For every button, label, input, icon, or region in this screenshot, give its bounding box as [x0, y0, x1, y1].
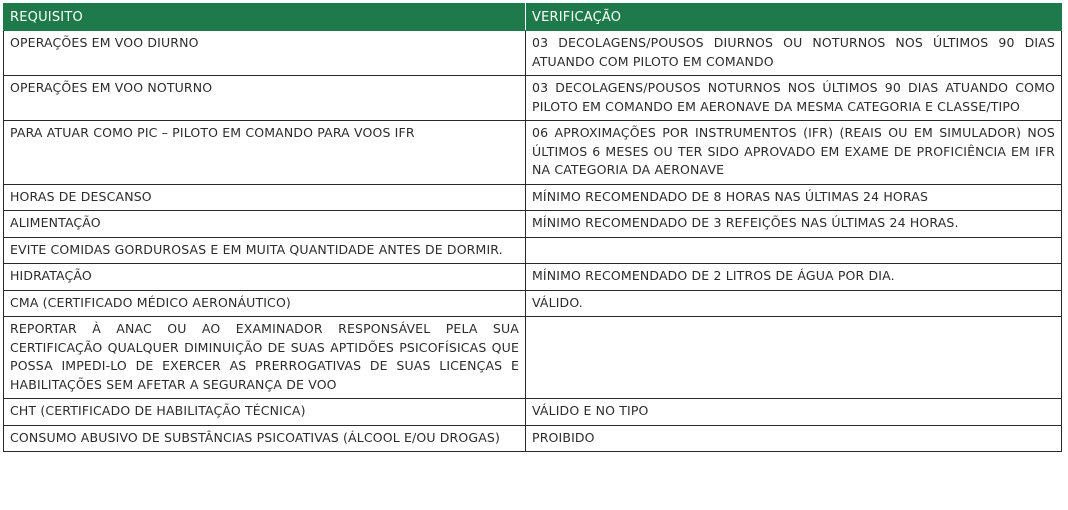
table-row — [4, 290, 1062, 317]
table-row — [4, 237, 1062, 264]
cell-verificacao: 03 DECOLAGENS/POUSOS NOTURNOS NOS ÚLTIMOS 90 DIAS ATUANDO COMO PILOTO EM COMANDO EM AERONAVE DA MESMA CATEGORIA E CLASSE/TIPO — [526, 76, 1062, 121]
cell-verificacao: 03 DECOLAGENS/POUSOS DIURNOS OU NOTURNOS NOS ÚLTIMOS 90 DIAS ATUANDO COM PILOTO EM COMANDO — [526, 31, 1062, 76]
cell-verificacao — [526, 237, 1062, 264]
header-requisito: REQUISITO — [4, 4, 526, 31]
cell-verificacao: MÍNIMO RECOMENDADO DE 2 LITROS DE ÁGUA POR DIA. — [526, 264, 1062, 291]
cell-requisito: OPERAÇÕES EM VOO NOTURNO — [4, 76, 526, 121]
cell-requisito: PARA ATUAR COMO PIC – PILOTO EM COMANDO PARA VOOS IFR — [4, 121, 526, 185]
table-row — [4, 211, 1062, 238]
cell-requisito: ALIMENTAÇÃO — [4, 211, 526, 238]
cell-requisito: REPORTAR À ANAC OU AO EXAMINADOR RESPONSÁVEL PELA SUA CERTIFICAÇÃO QUALQUER DIMINUIÇÃO DE SUAS APTIDÕES PSICOFÍSICAS QUE POSSA IMPEDI-LO DE EXERCER AS PRERROGATIVAS DE SUAS LICENÇAS E HABILITAÇÕES SEM AFETAR A SEGURANÇA DE VOO — [4, 317, 526, 399]
cell-verificacao: 06 APROXIMAÇÕES POR INSTRUMENTOS (IFR) (REAIS OU EM SIMULADOR) NOS ÚLTIMOS 6 MESES OU TER SIDO APROVADO EM EXAME DE PROFICIÊNCIA EM IFR NA CATEGORIA DA AERONAVE — [526, 121, 1062, 185]
table-row — [4, 264, 1062, 291]
cell-verificacao — [526, 317, 1062, 399]
requirements-table — [3, 3, 1062, 452]
table-row — [4, 184, 1062, 211]
cell-verificacao: MÍNIMO RECOMENDADO DE 8 HORAS NAS ÚLTIMAS 24 HORAS — [526, 184, 1062, 211]
table-row — [4, 317, 1062, 399]
cell-requisito: EVITE COMIDAS GORDUROSAS E EM MUITA QUANTIDADE ANTES DE DORMIR. — [4, 237, 526, 264]
cell-verificacao: VÁLIDO. — [526, 290, 1062, 317]
table-row — [4, 121, 1062, 185]
cell-verificacao: MÍNIMO RECOMENDADO DE 3 REFEIÇÕES NAS ÚLTIMAS 24 HORAS. — [526, 211, 1062, 238]
cell-requisito: OPERAÇÕES EM VOO DIURNO — [4, 31, 526, 76]
table-row — [4, 76, 1062, 121]
cell-requisito: CHT (CERTIFICADO DE HABILITAÇÃO TÉCNICA) — [4, 399, 526, 426]
header-verificacao: VERIFICAÇÃO — [526, 4, 1062, 31]
cell-requisito: CONSUMO ABUSIVO DE SUBSTÂNCIAS PSICOATIVAS (ÁLCOOL E/OU DROGAS) — [4, 425, 526, 452]
table-row — [4, 31, 1062, 76]
cell-requisito: CMA (CERTIFICADO MÉDICO AERONÁUTICO) — [4, 290, 526, 317]
cell-requisito: HORAS DE DESCANSO — [4, 184, 526, 211]
table-row — [4, 425, 1062, 452]
cell-verificacao: VÁLIDO E NO TIPO — [526, 399, 1062, 426]
cell-requisito: HIDRATAÇÃO — [4, 264, 526, 291]
cell-verificacao: PROIBIDO — [526, 425, 1062, 452]
table-header-row — [4, 4, 1062, 31]
table-row — [4, 399, 1062, 426]
requirements-table-container — [3, 3, 1061, 452]
